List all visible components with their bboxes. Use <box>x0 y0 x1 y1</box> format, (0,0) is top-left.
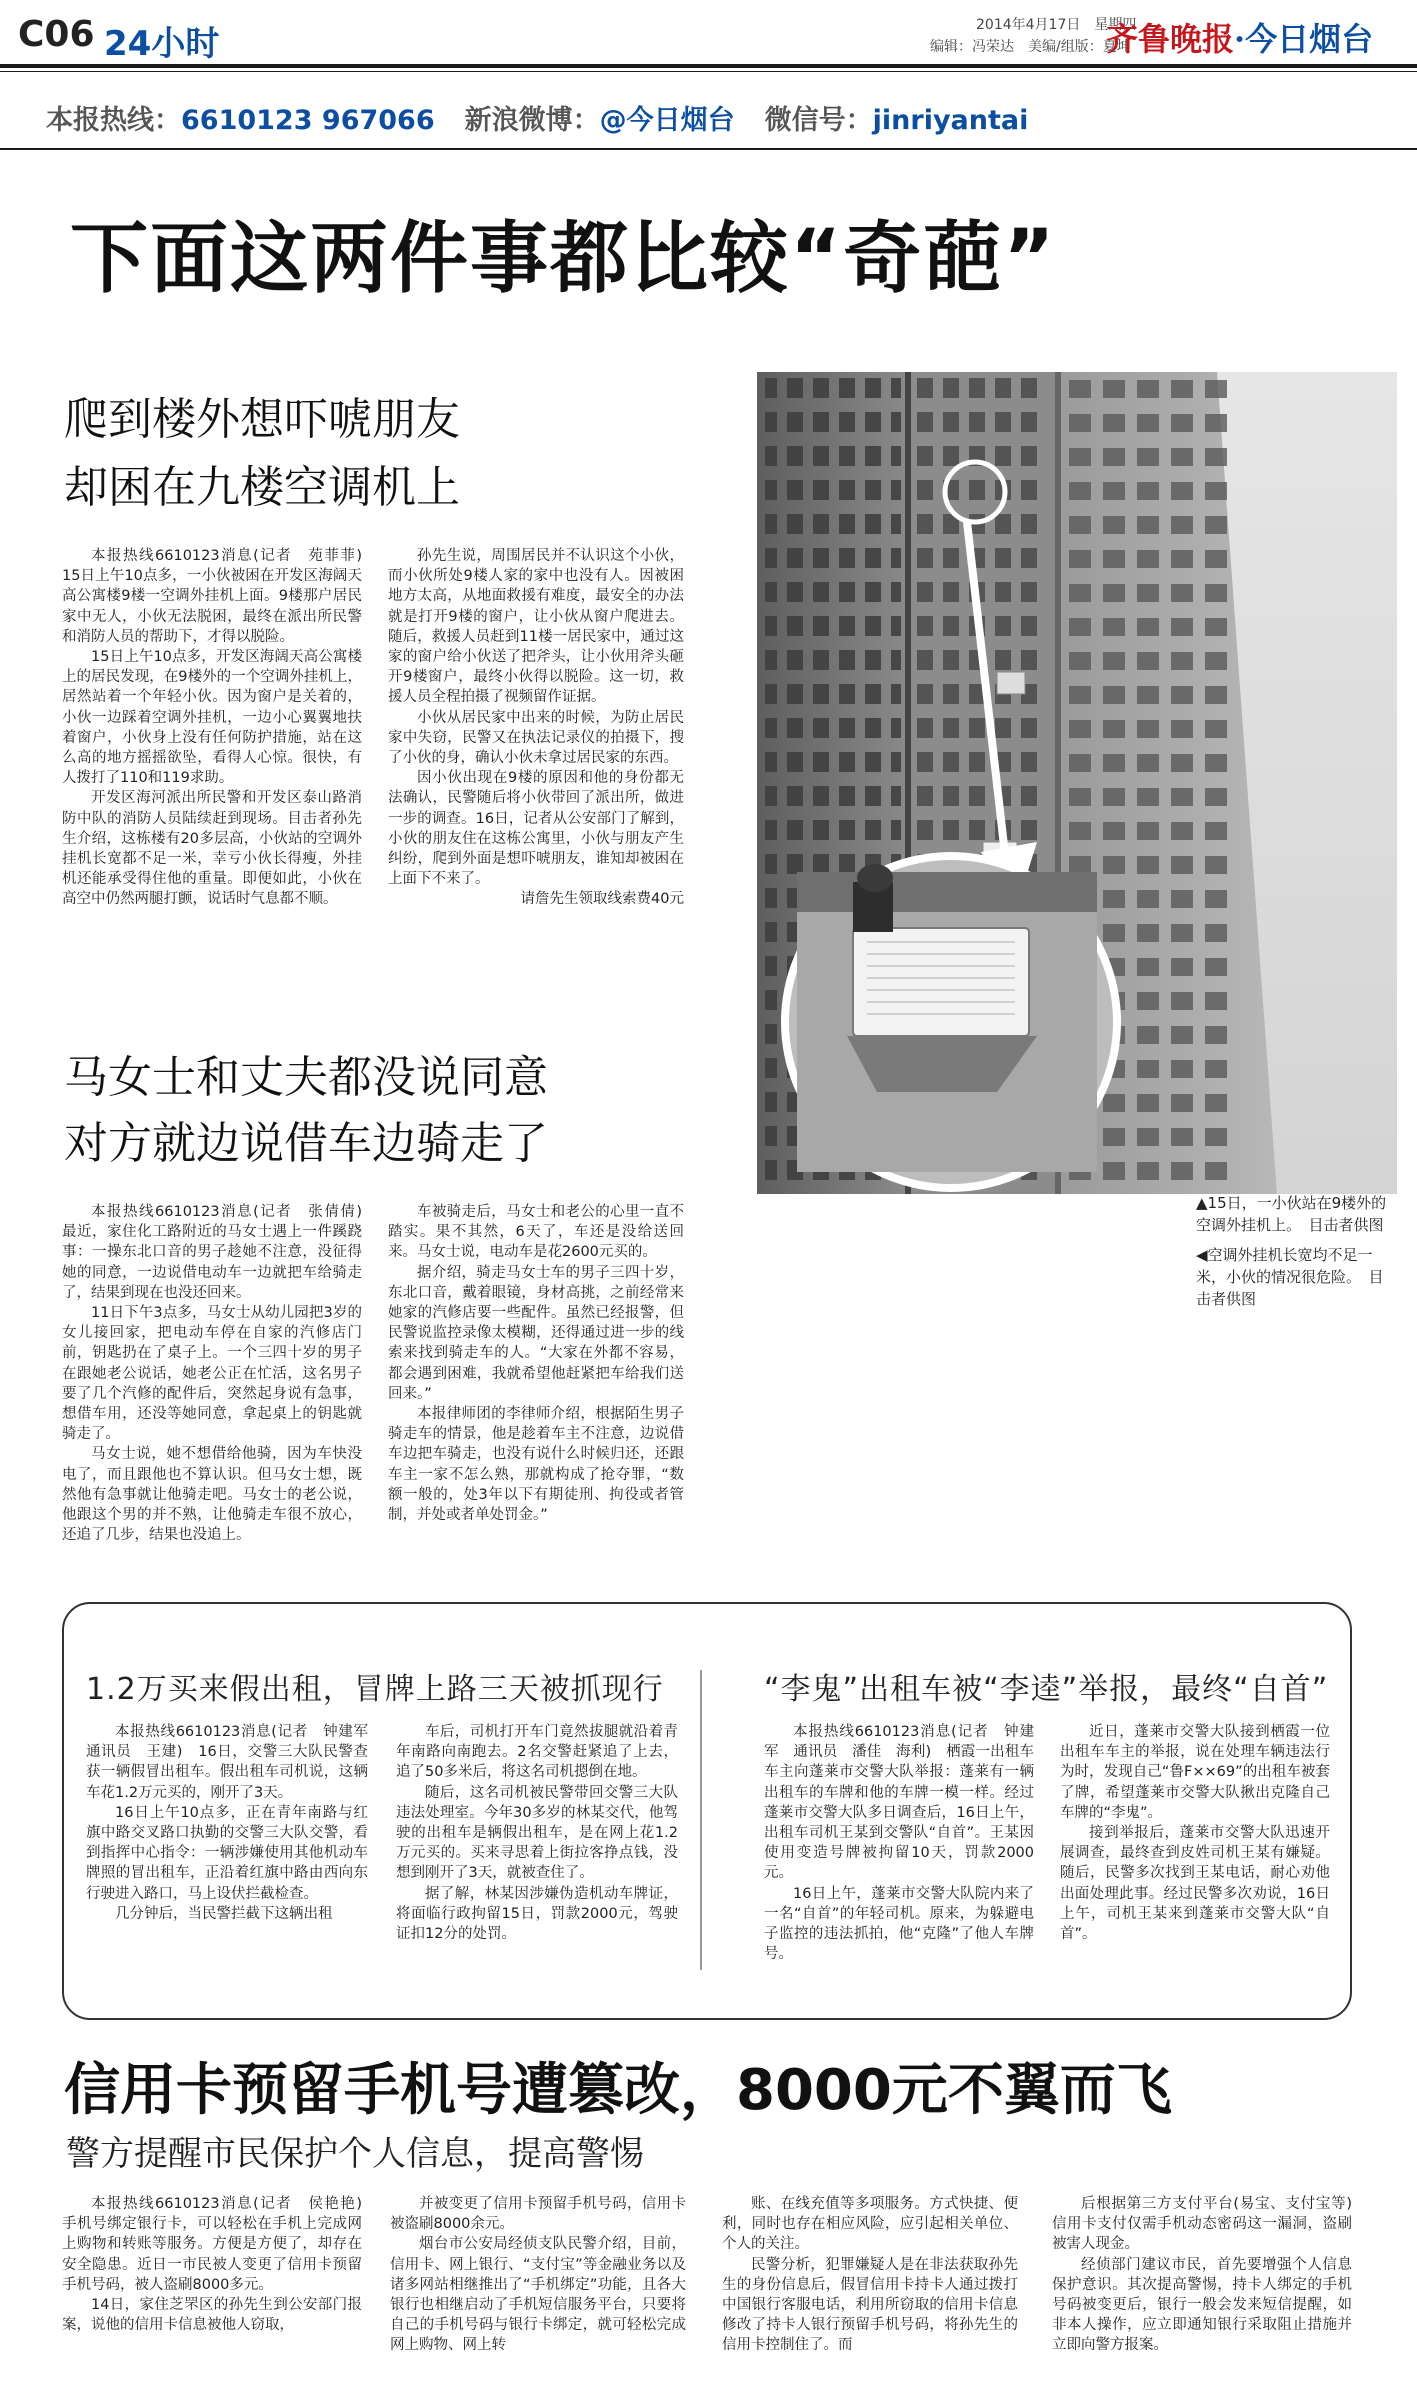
paragraph: 孙先生说，周围居民并不认识这个小伙，而小伙所处9楼人家的家中也没有人。因被困地方太高，从地面救援有难度，最安全的办法就是打开9楼的窗户，让小伙从窗户爬进去。随后，救援人员赶到11楼一居民家中，通过这家的窗户给小伙送了把斧头，让小伙用斧头砸开9楼窗户，最终小伙得以脱险。这一切，救援人员全程拍摄了视频留作证据。 <box>388 548 684 706</box>
paragraph: 并被变更了信用卡预留手机号码，信用卡被盗刷8000余元。 <box>390 2196 686 2233</box>
paragraph: 烟台市公安局经侦支队民警介绍，目前，信用卡、网上银行、“支付宝”等金融业务以及诸多网站相继推出了“手机绑定”功能，且各大银行也相继启动了手机短信服务平台，只要将自己的手机号码与银行卡绑定，就可轻松完成网上购物、网上转 <box>390 2236 686 2354</box>
paragraph: 本报热线6610123消息(记者 张倩倩) 最近，家住化工路附近的马女士遇上一件蹊跷事：一操东北口音的男子趁她不注意，没征得她的同意，一边说借电动车一边就把车给骑走了，结果到现在也没还回来。 <box>62 1204 377 1301</box>
story2-column-1 <box>62 1202 377 1584</box>
brief-left-column-2 <box>396 1722 678 2008</box>
story2-title-line1: 马女士和丈夫都没说同意 <box>64 1052 548 1103</box>
paragraph: 账、在线充值等多项服务。方式快捷、便利，同时也存在相应风险，应引起相关单位、个人的关注。 <box>722 2196 1018 2253</box>
story2-column-2 <box>388 1202 684 1584</box>
paragraph: 16日上午10点多，正在青年南路与红旗中路交叉路口执勤的交警三大队交警，看到指挥中心指令：一辆涉嫌使用其他机动车牌照的冒出租车，正沿着红旗中路由西向东行驶进入路口，马上设伏拦截检查。 <box>86 1804 368 1902</box>
paragraph: 马女士说，她不想借给他骑，因为车快没电了，而且跟他也不算认识。但马女士想，既然他有急事就让他骑走吧。马女士的老公说，他跟这个男的并不熟，让他骑走车很不放心，还追了几步，结果也没追上。 <box>62 1446 362 1544</box>
paragraph: 车后，司机打开车门竟然拔腿就沿着青年南路向南跑去。2名交警赶紧追了上去，追了50多米后，将这名司机摁倒在地。 <box>396 1724 678 1781</box>
story1-column-2 <box>388 546 684 1020</box>
brief-left-title: 1.2万买来假出租，冒牌上路三天被抓现行 <box>86 1672 664 1707</box>
story1-signoff: 请詹先生领取线索费40元 <box>520 891 684 908</box>
paragraph: 随后，这名司机被民警带回交警三大队违法处理室。今年30多岁的林某交代，他驾驶的出租车是辆假出租车，是在网上花1.2万元买的。买来寻思着上街拉客挣点钱，没想到刚开了3天，就被查住了。 <box>396 1784 678 1882</box>
story3-title: 信用卡预留手机号遭篡改，8000元不翼而飞 <box>64 2058 1172 2123</box>
wechat-value: jinriyantai <box>872 105 1029 136</box>
photo-caption <box>1196 1192 1396 1318</box>
section-name: 24小时 <box>104 24 220 64</box>
story1-title-line1: 爬到楼外想吓唬朋友 <box>64 394 460 445</box>
paragraph: 本报律师团的李律师介绍，根据陌生男子骑走车的情景，他是趁着车主不注意，边说借车边把车骑走，也没有说什么时候归还，还跟车主一家不怎么熟，那就构成了抢夺罪，“数额一般的，处3年以下有期徒刑、拘役或者管制，并处或者单处罚金。” <box>388 1406 684 1524</box>
story1-title-line2: 却困在九楼空调机上 <box>64 462 460 513</box>
story3-column-3 <box>722 2194 1018 2374</box>
contact-bar <box>46 98 1028 137</box>
paragraph: 接到举报后，蓬莱市交警大队迅速开展调查，最终查到皮姓司机王某有嫌疑。随后，民警多次找到王某电话，耐心劝他出面处理此事。经过民警多次劝说，16日上午，司机王某来到蓬莱市交警大队“自首”。 <box>1060 1825 1330 1943</box>
paragraph: 14日，家住芝罘区的孙先生到公安部门报案，说他的信用卡信息被他人窃取， <box>62 2297 362 2334</box>
paragraph: 本报热线6610123消息(记者 钟建军 通讯员 潘佳 海利) 栖霞一出租车车主向蓬莱市交警大队举报：蓬莱有一辆出租车的车牌和他的车牌一模一样。经过蓬莱市交警大队多日调查后，16日上午，出租车司机王某到交警队“自首”。王某因使用变造号牌被拘留10天，罚款2000元。 <box>764 1724 1034 1882</box>
issue-date: 2014年4月17日 星期四 <box>976 17 1137 33</box>
paragraph: 因小伙出现在9楼的原因和他的身份都无法确认，民警随后将小伙带回了派出所，做进一步的调查。16日，记者从公安部门了解到，小伙的朋友住在这栋公寓里，小伙与朋友产生纠纷，爬到外面是想吓唬朋友，谁知却被困在上面下不来了。 <box>388 770 684 888</box>
paragraph: 小伙从居民家中出来的时候，为防止居民家中失窃，民警又在执法记录仪的拍摄下，搜了小伙的身，确认小伙未拿过居民家的东西。 <box>388 709 684 767</box>
story3-column-2 <box>390 2194 686 2374</box>
story2-title-line2: 对方就边说借车边骑走了 <box>64 1118 548 1169</box>
wechat-label: 微信号： <box>764 105 873 136</box>
paragraph: 11日下午3点多，马女士从幼儿园把3岁的女儿接回家，把电动车停在自家的汽修店门前，钥匙扔在了桌子上。一个三四十岁的男子在跟她老公说话，她老公正在忙活，这名男子要了几个汽修的配件后，突然起身说有急事，想借车用，还没等她同意，拿起桌上的钥匙就骑走了。 <box>62 1305 362 1443</box>
hotline-value: 6610123 967066 <box>181 105 435 136</box>
story1-column-1 <box>62 546 377 1000</box>
weibo-label: 新浪微博： <box>464 105 600 136</box>
paragraph: 车被骑走后，马女士和老公的心里一直不踏实。果不其然，6天了，车还是没给送回来。马女士说，电动车是花2600元买的。 <box>388 1204 684 1261</box>
brief-right-column-1 <box>764 1722 1034 2008</box>
building-photo <box>757 372 1397 1194</box>
box-divider <box>700 1670 702 1970</box>
weibo-value: @今日烟台 <box>599 105 735 136</box>
main-headline: 下面这两件事都比较“奇葩” <box>70 214 1057 304</box>
hotline-label: 本报热线： <box>46 105 181 136</box>
page-header <box>0 0 1417 72</box>
paragraph: 本报热线6610123消息(记者 钟建军 通讯员 王建) 16日，交警三大队民警查获一辆假冒出租车。假出租车司机说，这辆车花1.2万元买的，刚开了3天。 <box>86 1724 383 1801</box>
paragraph: 15日上午10点多，开发区海阔天高公寓楼上的居民发现，在9楼外的一个空调外挂机上，居然站着一个年轻小伙。因为窗户是关着的，小伙一边踩着空调外挂机，一边小心翼翼地扶着窗户，小伙身上没有任何防护措施，站在这么高的地方摇摇欲坠，看得人心惊。很快，有人拨打了110和119求助。 <box>62 649 362 787</box>
header-rule-thin <box>0 71 1417 72</box>
paragraph: 据了解，林某因涉嫌伪造机动车牌证，将面临行政拘留15日，罚款2000元，驾驶证扣12分的处罚。 <box>396 1885 678 1943</box>
masthead-paper: 齐鲁晚报 <box>1106 20 1235 58</box>
masthead <box>1106 14 1373 60</box>
brief-right-title: “李鬼”出租车被“李逵”举报，最终“自首” <box>764 1672 1329 1707</box>
paragraph: 本报热线6610123消息(记者 苑菲菲) 15日上午10点多，一小伙被困在开发区海阔天高公寓楼9楼一空调外挂机上面。9楼那户居民家中无人，小伙无法脱困，最终在派出所民警和消防人员的帮助下，才得以脱险。 <box>62 548 377 645</box>
editor-credits: 编辑：冯荣达 美编/组版：夏坤 <box>930 39 1131 55</box>
page-number: C06 <box>18 14 95 55</box>
paragraph: 本报热线6610123消息(记者 侯艳艳) 手机号绑定银行卡，可以轻松在手机上完成网上购物和转账等服务。方便是方便了，却存在安全隐患。近日一市民被人变更了信用卡预留手机号码，被人盗刷8000多元。 <box>62 2196 377 2293</box>
caption-line-2: ◀空调外挂机长宽均不足一米，小伙的情况很危险。 目击者供图 <box>1196 1246 1384 1308</box>
caption-line-1: ▲15日，一小伙站在9楼外的空调外挂机上。 目击者供图 <box>1196 1194 1387 1234</box>
story3-subtitle: 警方提醒市民保护个人信息，提高警惕 <box>66 2134 644 2174</box>
story3-column-4 <box>1052 2194 1352 2374</box>
paragraph: 后根据第三方支付平台(易宝、支付宝等)信用卡支付仅需手机动态密码这一漏洞，盗刷被害人现金。 <box>1052 2196 1352 2253</box>
brief-right-column-2 <box>1060 1722 1330 2008</box>
brief-left-column-1 <box>86 1722 383 2008</box>
paragraph: 16日上午，蓬莱市交警大队院内来了一名“自首”的年轻司机。原来，为躲避电子监控的违法抓拍，他“克隆”了他人车牌号。 <box>764 1885 1034 1963</box>
paragraph: 据介绍，骑走马女士车的男子三四十岁，东北口音，戴着眼镜，身材高挑，之前经常来她家的汽修店要一些配件。虽然已经报警，但民警说监控录像太模糊，还得通过进一步的线索来找到骑走车的人。“大家在外都不容易，都会遇到困难，我就希望他赶紧把车给我们送回来。” <box>388 1264 684 1402</box>
paragraph: 民警分析，犯罪嫌疑人是在非法获取孙先生的身份信息后，假冒信用卡持卡人通过拨打中国银行客服电话，利用所窃取的信用卡信息修改了持卡人银行预留手机号码，将孙先生的信用卡控制住了。而 <box>722 2256 1018 2354</box>
paragraph: 近日，蓬莱市交警大队接到栖霞一位出租车车主的举报，说在处理车辆违法行为时，发现自己“鲁F××69”的出租车被套了牌，希望蓬莱市交警大队揪出克隆自己车牌的“李鬼”。 <box>1060 1724 1330 1821</box>
masthead-edition: ·今日烟台 <box>1234 20 1374 58</box>
paragraph: 经侦部门建议市民，首先要增强个人信息保护意识。其次提高警惕，持卡人绑定的手机号码被变更后，银行一般会发来短信提醒，如非本人操作，应立即通知银行采取阻止措施并立即向警方报案。 <box>1052 2256 1352 2354</box>
contact-rule <box>0 148 1417 150</box>
paragraph: 开发区海河派出所民警和开发区泰山路消防中队的消防人员陆续赶到现场。目击者孙先生介绍，这栋楼有20多层高，小伙站的空调外挂机长宽都不足一米，幸亏小伙长得瘦，外挂机还能承受得住他的重量。即便如此，小伙在高空中仍然两腿打颤，说话时气息都不顺。 <box>62 790 362 908</box>
story3-column-1 <box>62 2194 377 2374</box>
paragraph: 几分钟后，当民警拦截下这辆出租 <box>115 1905 333 1922</box>
header-rule <box>0 64 1417 68</box>
